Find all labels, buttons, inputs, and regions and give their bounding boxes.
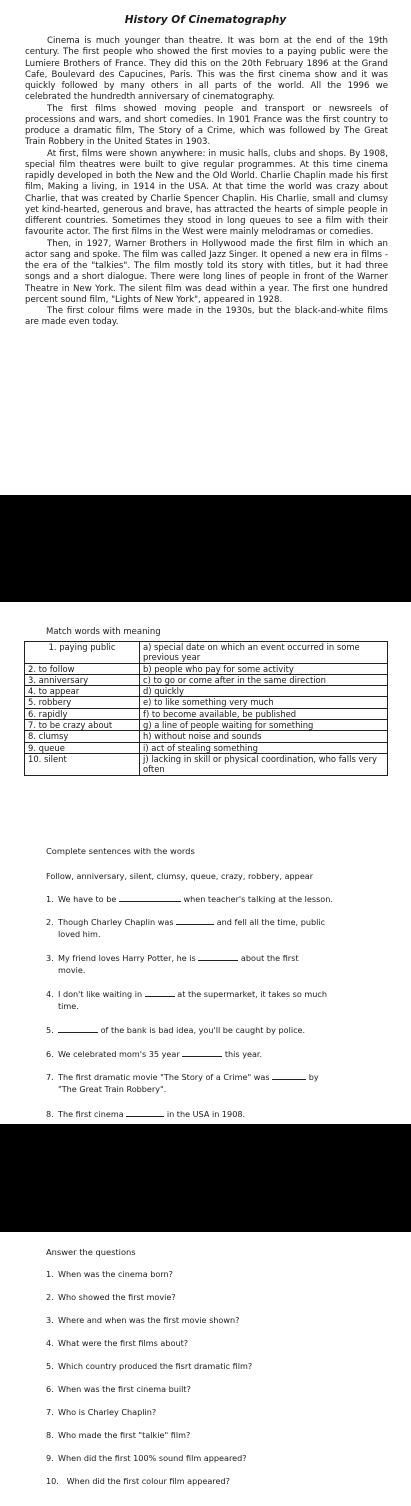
match-meaning: c) to go or come after in the same direction	[140, 674, 388, 685]
match-word: 5. robbery	[25, 697, 140, 708]
question-item	[46, 1361, 252, 1371]
match-meaning: a) special date on which an event occurred in some previous year	[140, 642, 388, 664]
sentence-text-before: We celebrated mom's 35 year	[58, 1049, 180, 1059]
sentence-number: 8.	[46, 1109, 54, 1119]
match-word: 7. to be crazy about	[25, 720, 140, 731]
complete-title: Complete sentences with the words	[46, 846, 195, 856]
question-item	[46, 1430, 190, 1440]
sentence-item	[46, 1048, 380, 1060]
matching-title: Match words with meaning	[46, 627, 161, 637]
sentence-text-before: I don't like waiting in	[58, 989, 143, 999]
match-meaning: b) people who pay for some activity	[140, 663, 388, 674]
question-item	[46, 1453, 247, 1463]
match-meaning: h) without noise and sounds	[140, 731, 388, 742]
matching-table	[24, 641, 388, 776]
sentence-continuation: "The Great Train Robbery".	[58, 1084, 167, 1094]
sentence-item	[46, 916, 380, 940]
answer-blank[interactable]	[119, 893, 181, 902]
article-paragraph: At first, films were shown anywhere: in music halls, clubs and shops. By 1908, special film theatres were built to give regular programmes. At this time cinema rapidly developed in both the New and the Old World. Charlie Chaplin made his first film, Making a living, in 1914 in the USA. At that time the world was crazy about Charlie, that was created by Charlie Spencer Chaplin. His Charlie, small and clumsy yet kind-hearted, generous and brave, has attracted the hearts of simple people in different countries. Sometimes they stood in long queues to see a film with their favourite actor. The first films in the West were mainly melodramas or comedies.	[25, 148, 388, 238]
table-row	[25, 753, 388, 775]
sentence-text-before: My friend loves Harry Potter, he is	[58, 953, 196, 963]
sentence-item	[46, 952, 380, 976]
answer-blank[interactable]	[126, 1108, 164, 1117]
sentence-text-before: The first dramatic movie "The Story of a Crime" was	[58, 1072, 270, 1082]
sentence-text-after: and fell all the time, public	[216, 917, 326, 927]
question-item	[46, 1269, 173, 1279]
match-word: 6. rapidly	[25, 708, 140, 719]
question-number: 3.	[46, 1315, 54, 1325]
sentence-item	[46, 893, 380, 905]
sentence-text-after: at the supermarket, it takes so much	[177, 989, 327, 999]
question-number: 7.	[46, 1407, 54, 1417]
question-text: Who is Charley Chaplin?	[58, 1407, 157, 1417]
table-row	[25, 674, 388, 685]
question-item	[46, 1292, 176, 1302]
sentence-continuation: loved him.	[58, 929, 101, 939]
sentence-text-before: Though Charley Chaplin was	[58, 917, 174, 927]
article-paragraph: The first colour films were made in the 1930s, but the black-and-white films are made even today.	[25, 306, 388, 328]
match-meaning: i) act of stealing something	[140, 742, 388, 753]
question-item	[46, 1476, 230, 1486]
match-word: 10. silent	[25, 753, 140, 775]
question-text: When was the cinema born?	[58, 1269, 173, 1279]
sentence-number: 1.	[46, 894, 54, 904]
sentence-number: 2.	[46, 917, 54, 927]
questions-page	[0, 1232, 411, 1506]
exercise-page	[0, 602, 411, 1124]
match-word: 8. clumsy	[25, 731, 140, 742]
article-body	[25, 36, 388, 329]
match-meaning: d) quickly	[140, 686, 388, 697]
questions-title: Answer the questions	[46, 1247, 136, 1257]
sentence-text-after: about the first	[240, 953, 299, 963]
question-item	[46, 1407, 156, 1417]
question-text: When was the first cinema built?	[58, 1384, 191, 1394]
answer-blank[interactable]	[272, 1071, 306, 1080]
question-text: When did the first 100% sound film appeared?	[58, 1453, 247, 1463]
match-word: 9. queue	[25, 742, 140, 753]
question-number: 2.	[46, 1292, 54, 1302]
question-number: 8.	[46, 1430, 54, 1440]
article-page	[0, 0, 411, 495]
question-item	[46, 1315, 239, 1325]
sentence-text-after: when teacher's talking at the lesson.	[183, 894, 333, 904]
match-meaning: j) lacking in skill or physical coordination, who falls very often	[140, 753, 388, 775]
sentence-continuation: time.	[58, 1001, 79, 1011]
sentence-text-before: We have to be	[58, 894, 117, 904]
article-title: History Of Cinematography	[124, 14, 287, 26]
table-row	[25, 642, 388, 664]
question-text: Which country produced the fisrt dramatic film?	[58, 1361, 253, 1371]
table-row	[25, 686, 388, 697]
question-number: 1.	[46, 1269, 54, 1279]
sentence-number: 7.	[46, 1072, 54, 1082]
sentence-number: 4.	[46, 989, 54, 999]
table-row	[25, 697, 388, 708]
answer-blank[interactable]	[182, 1048, 222, 1057]
sentence-number: 6.	[46, 1049, 54, 1059]
question-text: Where and when was the first movie shown?	[58, 1315, 240, 1325]
page-separator	[0, 495, 411, 602]
article-paragraph: Then, in 1927, Warner Brothers in Hollywood made the first film in which an actor sang and spoke. The film was called Jazz Singer. It opened a new era in films - the era of the "talkies". The film mostly told its story with titles, but it had three songs and a short dialogue. There were long lines of people in front of the Warner Theatre in New York. The silent film was dead within a year. The first one hundred percent sound film, "Lights of New York", appeared in 1928.	[25, 238, 388, 305]
question-number: 9.	[46, 1453, 54, 1463]
answer-blank[interactable]	[58, 1024, 98, 1033]
sentence-continuation: movie.	[58, 965, 86, 975]
sentence-text-after: in the USA in 1908.	[166, 1109, 246, 1119]
match-meaning: f) to become available, be published	[140, 708, 388, 719]
article-paragraph: Cinema is much younger than theatre. It was born at the end of the 19th century. The first people who showed the first movies to a paying public were the Lumiere Brothers of France. They did this on the 20th February 1896 at the Grand Cafe, Boulevard des Capucines, Paris. This was the first cinema show and it was quickly followed by many others in all parts of the world. All the 1996 we celebrated the hundredth anniversary of cinematography.	[25, 36, 388, 103]
question-text: When did the first colour film appeared?	[66, 1476, 230, 1486]
question-text: Who showed the first movie?	[58, 1292, 176, 1302]
sentence-number: 3.	[46, 953, 54, 963]
question-text: Who made the first "talkie" film?	[58, 1430, 191, 1440]
sentence-number: 5.	[46, 1025, 54, 1035]
match-word: 3. anniversary	[25, 674, 140, 685]
answer-blank[interactable]	[145, 988, 175, 997]
sentence-text-after: this year.	[224, 1049, 263, 1059]
question-text: What were the first films about?	[58, 1338, 189, 1348]
sentence-item	[46, 1071, 380, 1095]
article-paragraph: The first films showed moving people and transport or newsreels of processions and wars, and short comedies. In 1901 France was the first country to produce a dramatic film, The Story of a Crime, which was followed by The Great Train Robbery in the United States in 1903.	[25, 103, 388, 148]
match-meaning: g) a line of people waiting for something	[140, 720, 388, 731]
match-meaning: e) to like something very much	[140, 697, 388, 708]
match-word: 2. to follow	[25, 663, 140, 674]
word-bank: Follow, anniversary, silent, clumsy, queue, crazy, robbery, appear	[46, 871, 314, 881]
question-number: 10.	[46, 1476, 59, 1486]
page-separator	[0, 1124, 411, 1232]
table-row	[25, 663, 388, 674]
sentence-text-after: of the bank is bad idea, you'll be caught by police.	[100, 1025, 306, 1035]
sentence-item	[46, 988, 380, 1012]
table-row	[25, 720, 388, 731]
table-row	[25, 731, 388, 742]
sentence-text-before: The first cinema	[58, 1109, 124, 1119]
match-word: 1. paying public	[25, 642, 140, 664]
question-item	[46, 1384, 191, 1394]
answer-blank[interactable]	[176, 916, 214, 925]
question-item	[46, 1338, 188, 1348]
question-number: 6.	[46, 1384, 54, 1394]
sentence-text-after: by	[308, 1072, 319, 1082]
answer-blank[interactable]	[198, 952, 238, 961]
sentence-item	[46, 1108, 380, 1120]
question-number: 4.	[46, 1338, 54, 1348]
sentence-item	[46, 1024, 380, 1036]
table-row	[25, 708, 388, 719]
table-row	[25, 742, 388, 753]
match-word: 4. to appear	[25, 686, 140, 697]
question-number: 5.	[46, 1361, 54, 1371]
